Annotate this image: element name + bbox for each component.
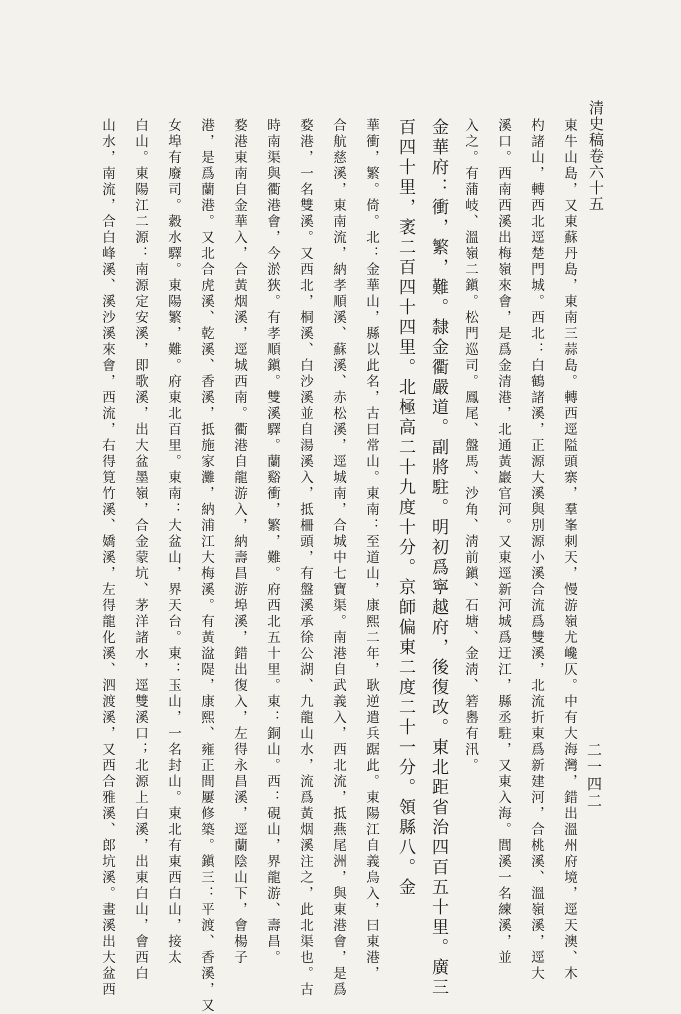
text-column: 白山。東陽江二源：南源定安溪，即歌溪，出大盆墨嶺，合金蒙坑、茅洋諸水，逕雙溪口；北源上白溪，出東白山，會西白 — [132, 118, 148, 982]
text-column: 金華府：衝，繁，難。隸金衢嚴道。副將駐。明初爲寧越府，後復改。東北距省治四百五十里。廣三 — [428, 118, 448, 998]
text-column: 婺港，一名雙溪。又西北，桐溪、白沙溪並自湯溪入，抵柵頭，有盤溪承徐公湖、九龍山水，流爲黃烟溪注之，此北渠也。古 — [297, 118, 313, 998]
text-column: 溪口。西南西溪出梅嶺來會，是爲金清港，北通黃巖官河。又東逕新河城爲迂江，縣丞駐，又東入海。閭溪一名練溪，並 — [495, 118, 511, 966]
text-column: 入之。有蒲岐、溫嶺二鎭。松門巡司。鳳尾、盤馬、沙角、淸前鎭、石塘、金淸、箬嶴有汛。 — [462, 118, 478, 774]
text-column: 百四十里，袤二百四十四里。北極高二十九度十分。京師偏東二度二十一分。領縣八。金 — [395, 118, 415, 898]
text-column: 杓諸山，轉西北逕楚門城。西北：白鶴諸溪，正源大溪與別源小溪合流爲雙溪，北流折東爲新建河，合桃溪、溫嶺溪，逕大 — [528, 118, 544, 982]
page-number: 二一四二 — [585, 742, 603, 810]
text-column: 華衝，繁。倚。北：金華山，縣以此名，古曰常山。東南：至道山，康熙二年，耿逆遣兵踞此。東陽江自義烏入，曰東港， — [363, 118, 379, 982]
text-column: 合航慈溪，東南流，納孝順溪、蘇溪、赤松溪，逕城南，合城中七寶渠。南港自武義入，西北流，抵燕尾洲，與東港會，是爲 — [330, 118, 346, 998]
text-column: 婺港東南自金華入，合黃烟溪，逕城西南。衢港自龍游入，納壽昌游埠溪，錯出復入，左得永昌溪，逕蘭陰山下，會楊子 — [231, 118, 247, 966]
text-column: 港，是爲蘭港。又北合虎溪、乾溪、香溪，抵施家灘，納浦江大梅溪。有黃湓隄，康熙、雍正間屢修築。鎭三：平渡、香溪，又 — [198, 118, 214, 1014]
text-column: 時南渠與衢港會，今淤狹。有孝順鎭。雙溪驛。蘭谿衝，繁，難。府西北五十里。東：銅山。西：硯山，界龍游、壽昌。 — [264, 118, 280, 966]
text-column: 女埠有廢司。縠水驛。東陽繁，難。府東北百里。東南：大盆山，界天台。東：玉山，一名封山。東北有東西白山，接太 — [165, 118, 181, 966]
text-column: 東牛山島，又東蘇丹島，東南三蒜島。轉西逕隘頭寨，羣峯刺天，慢游嶺尤巉仄。中有大海灣，錯出溫州府境，逕天澳、木 — [561, 118, 577, 982]
text-column: 山水，南流，合白峰溪、溪沙溪來會，西流，右得筧竹溪、嬌溪，左得龍化溪、泗渡溪，又西合雅溪、郎坑溪。畫溪出大盆西 — [99, 118, 115, 998]
running-header-title: 清史稿卷六十五 — [587, 100, 605, 212]
